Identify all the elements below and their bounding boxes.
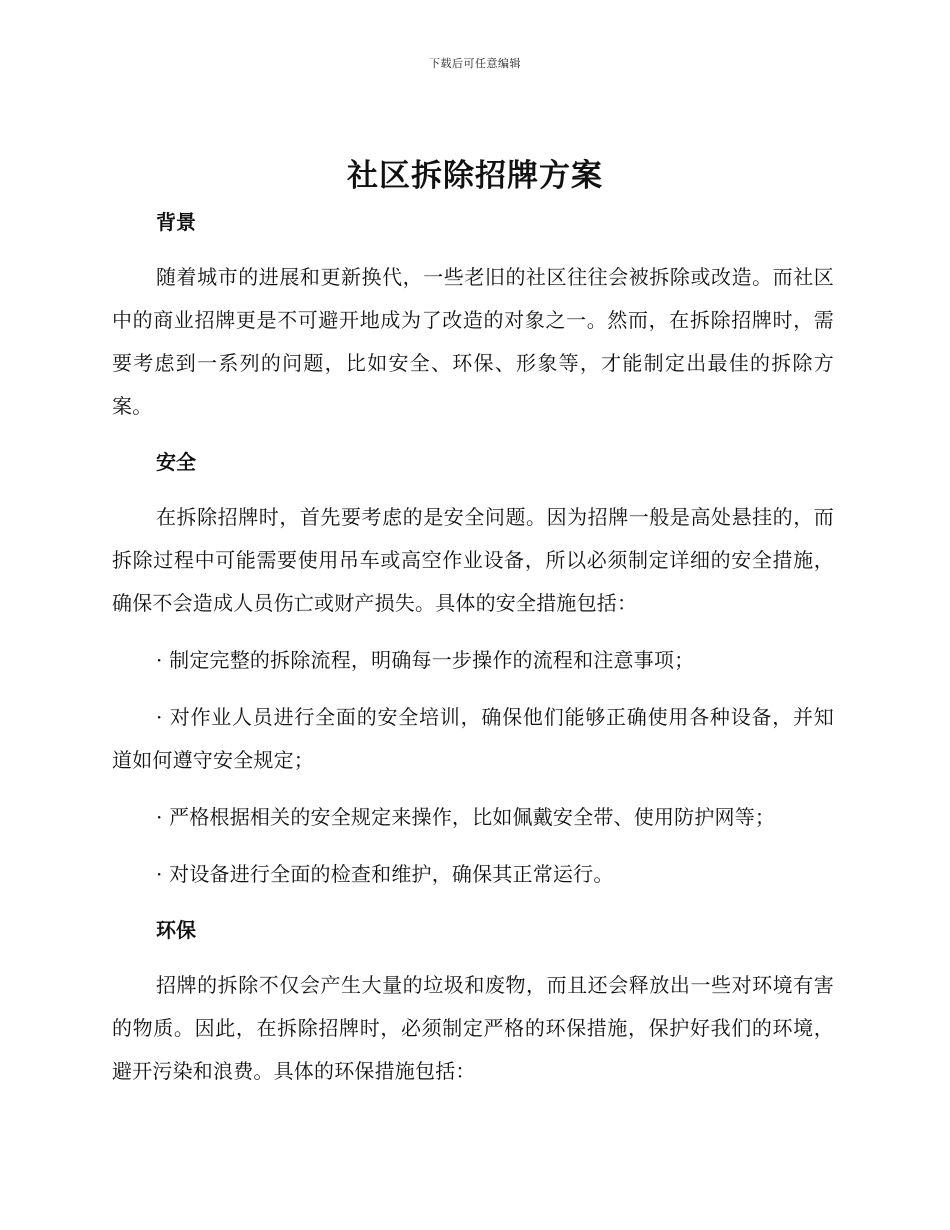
paragraph-background: 随着城市的进展和更新换代，一些老旧的社区往往会被拆除或改造。而社区中的商业招牌更是不可避开地成为了改造的对象之一。然而，在拆除招牌时，需要考虑到一系列的问题，比如安全、环保、形象等，才能制定出最佳的拆除方案。 [112,265,834,418]
section-heading-environment: 环保 [156,918,196,942]
list-item: · 制定完整的拆除流程，明确每一步操作的流程和注意事项； [156,648,695,672]
document-title: 社区拆除招牌方案 [347,158,603,194]
paragraph-safety: 在拆除招牌时，首先要考虑的是安全问题。因为招牌一般是高处悬挂的，而拆除过程中可能需要使用吊车或高空作业设备，所以必须制定详细的安全措施，确保不会造成人员伤亡或财产损失。具体的安全措施包括： [112,505,834,615]
list-item: · 对设备进行全面的检查和维护，确保其正常运行。 [156,862,614,886]
paragraph-environment: 招牌的拆除不仅会产生大量的垃圾和废物，而且还会释放出一些对环境有害的物质。因此，在拆除招牌时，必须制定严格的环保措施，保护好我们的环境，避开污染和浪费。具体的环保措施包括： [112,973,834,1083]
list-item: · 对作业人员进行全面的安全培训，确保他们能够正确使用各种设备，并知道如何遵守安全规定； [112,705,834,772]
list-item: · 严格根据相关的安全规定来操作，比如佩戴安全带、使用防护网等； [156,805,776,829]
section-heading-safety: 安全 [156,450,196,474]
document-body [112,202,834,1093]
section-heading-background: 背景 [156,210,196,234]
header-note: 下载后可任意编辑 [429,57,521,70]
